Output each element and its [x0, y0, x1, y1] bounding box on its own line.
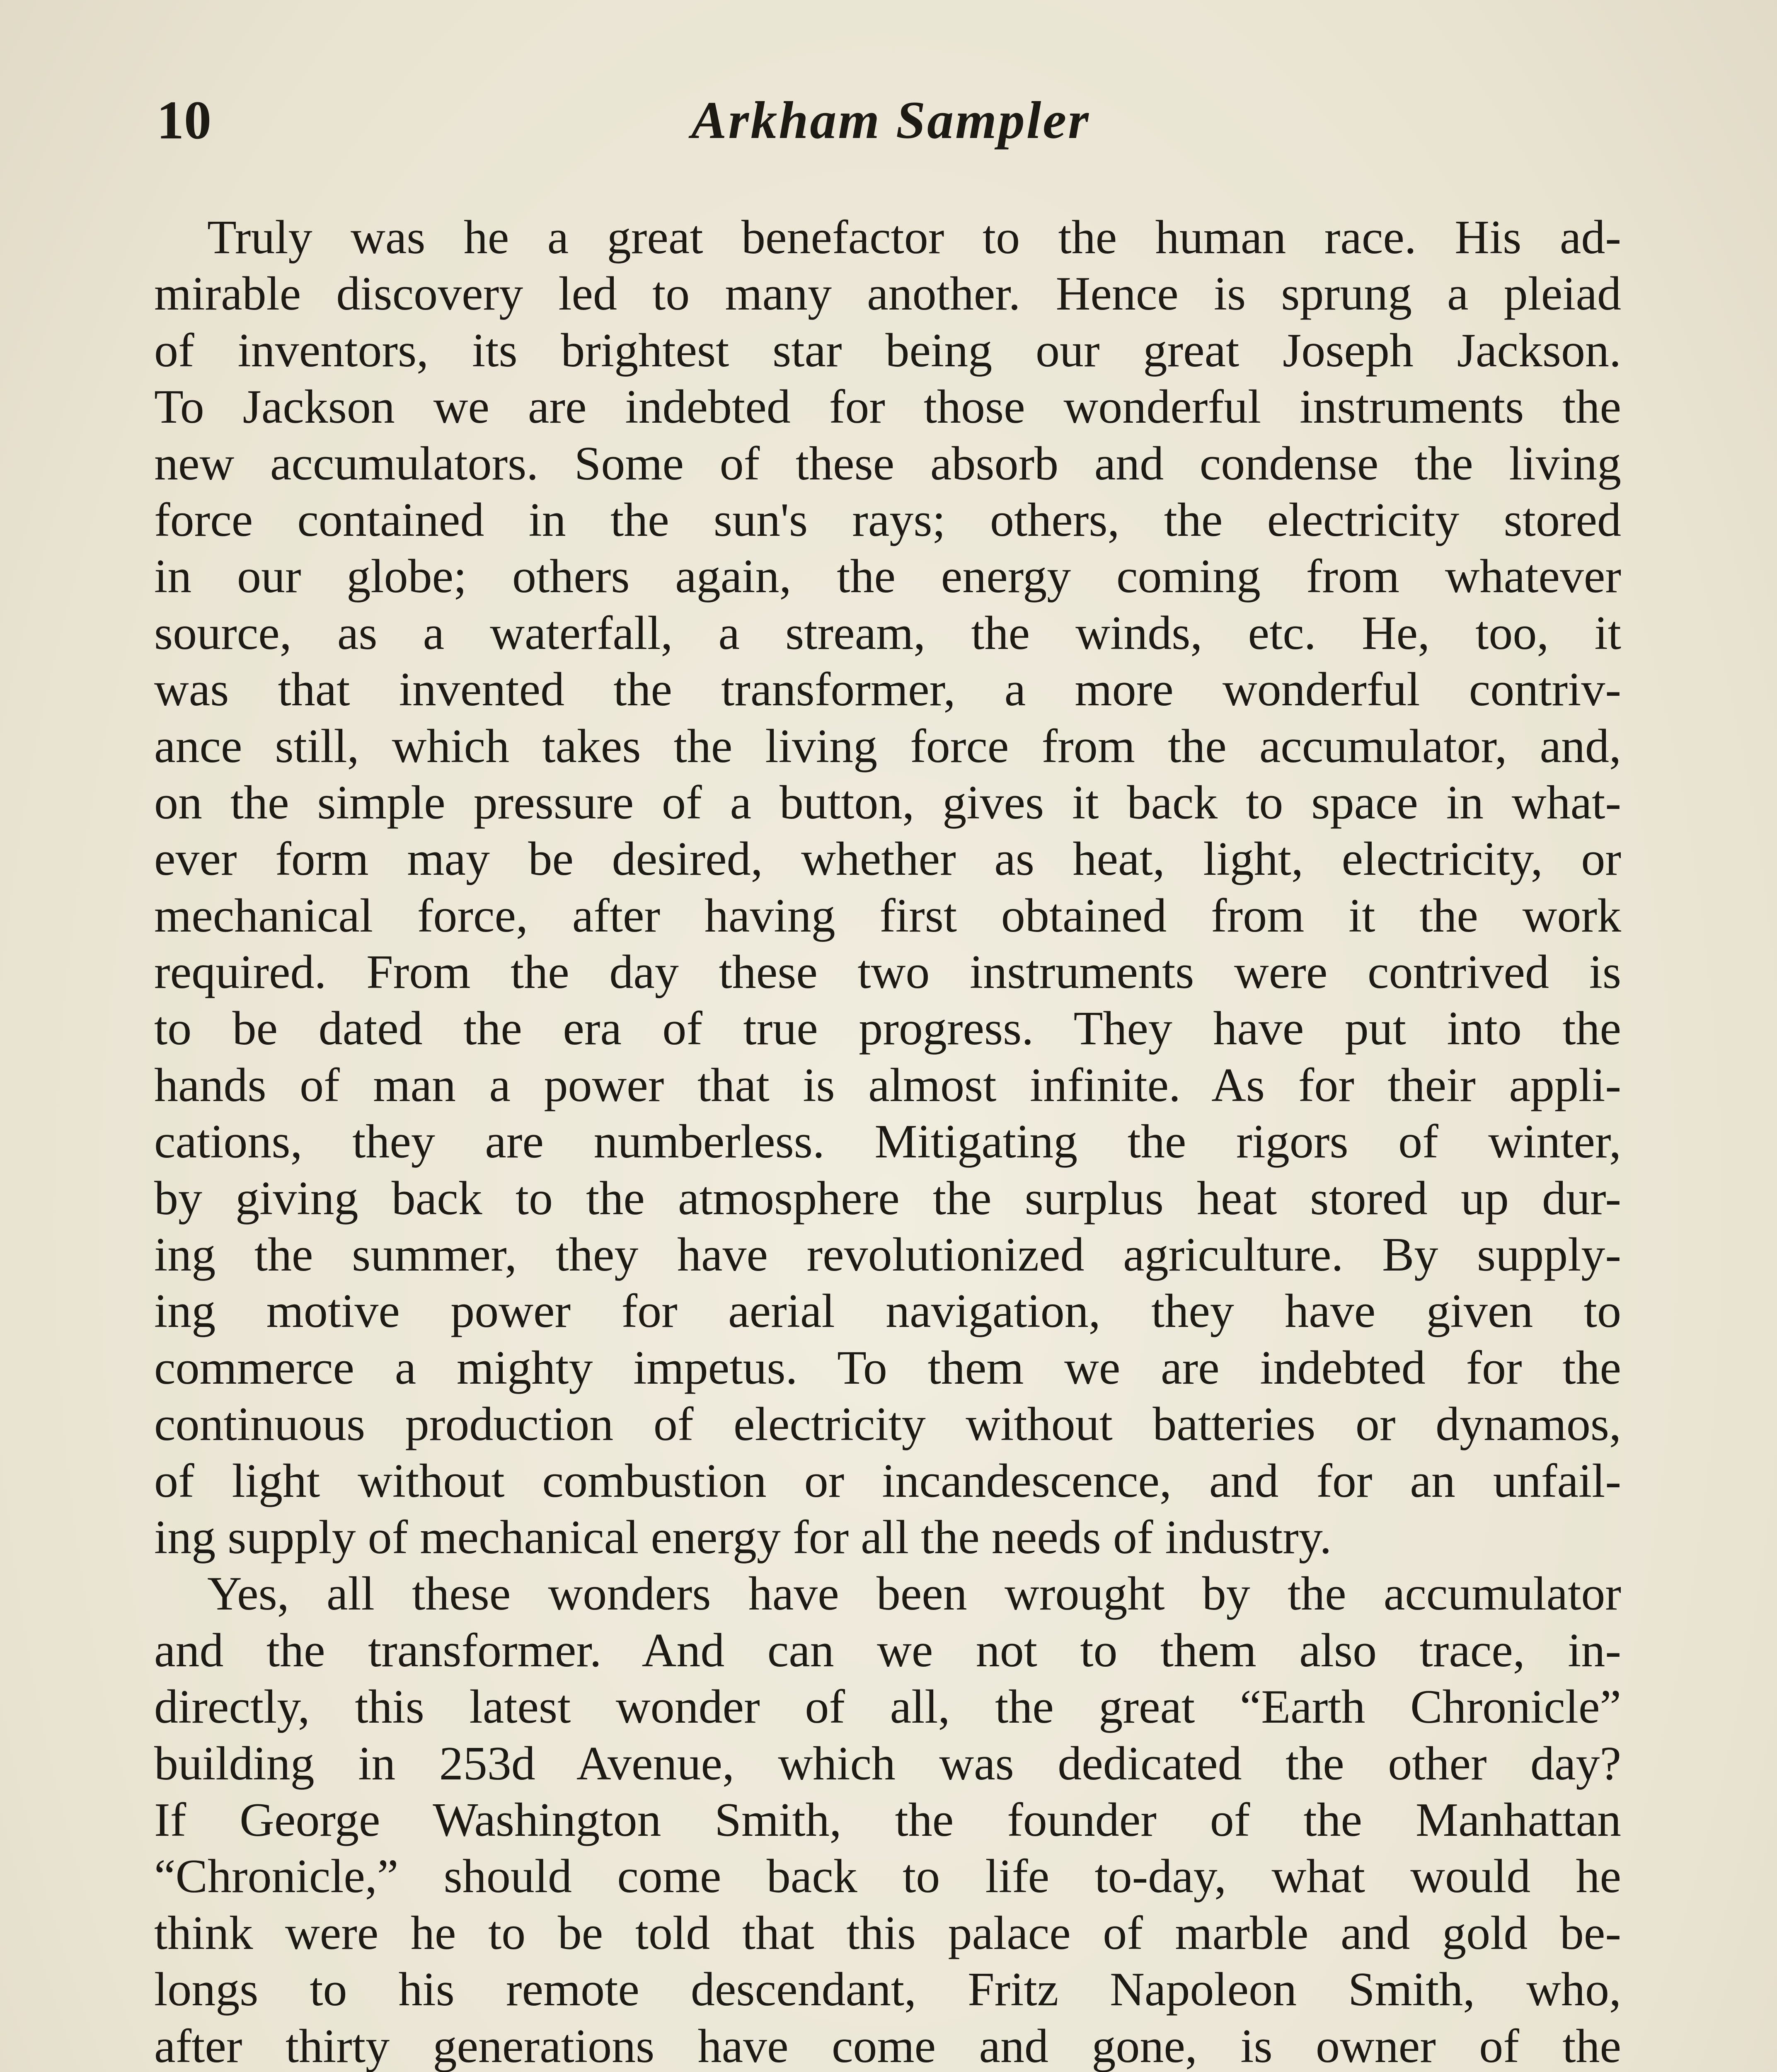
- text-line: hands of man a power that is almost infinite. As for their appli-: [154, 1058, 1621, 1112]
- text-line: source, as a waterfall, a stream, the winds, etc. He, too, it: [154, 606, 1621, 660]
- text-line: after thirty generations have come and gone, is owner of the: [154, 2019, 1621, 2072]
- text-line: and the transformer. And can we not to them also trace, in-: [154, 1624, 1621, 1677]
- text-line: of light without combustion or incandescence, and for an unfail-: [154, 1454, 1621, 1508]
- paragraph: [154, 1566, 1621, 2072]
- text-line: ing the summer, they have revolutionized agriculture. By supply-: [154, 1228, 1621, 1282]
- text-line: Yes, all these wonders have been wrought by the accumulator: [207, 1567, 1621, 1621]
- text-line: ing supply of mechanical energy for all the needs of industry.: [154, 1510, 1332, 1564]
- text-line: was that invented the transformer, a more wonderful contriv-: [154, 663, 1621, 716]
- text-line: building in 253d Avenue, which was dedicated the other day?: [154, 1737, 1621, 1790]
- text-line: by giving back to the atmosphere the surplus heat stored up dur-: [154, 1172, 1621, 1225]
- text-line: ance still, which takes the living force from the accumulator, and,: [154, 719, 1621, 773]
- running-head: [157, 89, 1201, 172]
- text-line: “Chronicle,” should come back to life to-day, what would he: [154, 1850, 1621, 1903]
- text-line: continuous production of electricity without batteries or dynamos,: [154, 1398, 1621, 1451]
- text-line: think were he to be told that this palace of marble and gold be-: [154, 1906, 1621, 1960]
- text-line: cations, they are numberless. Mitigating the rigors of winter,: [154, 1115, 1621, 1169]
- paragraph: [154, 209, 1621, 1566]
- text-line: If George Washington Smith, the founder of the Manhattan: [154, 1793, 1621, 1847]
- text-line: to be dated the era of true progress. They have put into the: [154, 1002, 1621, 1055]
- text-line: ing motive power for aerial navigation, they have given to: [154, 1285, 1621, 1338]
- text-line: Truly was he a great benefactor to the human race. His ad-: [207, 211, 1621, 264]
- text-line: force contained in the sun's rays; others, the electricity stored: [154, 493, 1621, 547]
- text-line: mirable discovery led to many another. Hence is sprung a pleiad: [154, 267, 1621, 321]
- text-line: mechanical force, after having first obtained from it the work: [154, 889, 1621, 942]
- body-text: [154, 209, 1621, 2072]
- text-line: of inventors, its brightest star being our great Joseph Jackson.: [154, 324, 1621, 377]
- text-line: longs to his remote descendant, Fritz Napoleon Smith, who,: [154, 1963, 1621, 2016]
- text-line: in our globe; others again, the energy coming from whatever: [154, 550, 1621, 603]
- book-title: Arkham Sampler: [691, 91, 1090, 150]
- text-line: To Jackson we are indebted for those wonderful instruments the: [154, 380, 1621, 434]
- text-line: commerce a mighty impetus. To them we are indebted for the: [154, 1341, 1621, 1394]
- page-number: 10: [157, 90, 211, 150]
- text-line: directly, this latest wonder of all, the great “Earth Chronicle”: [154, 1680, 1621, 1734]
- text-line: on the simple pressure of a button, gives it back to space in what-: [154, 776, 1621, 829]
- text-line: ever form may be desired, whether as heat, light, electricity, or: [154, 833, 1621, 886]
- text-line: required. From the day these two instruments were contrived is: [154, 946, 1621, 999]
- text-line: new accumulators. Some of these absorb and condense the living: [154, 437, 1621, 490]
